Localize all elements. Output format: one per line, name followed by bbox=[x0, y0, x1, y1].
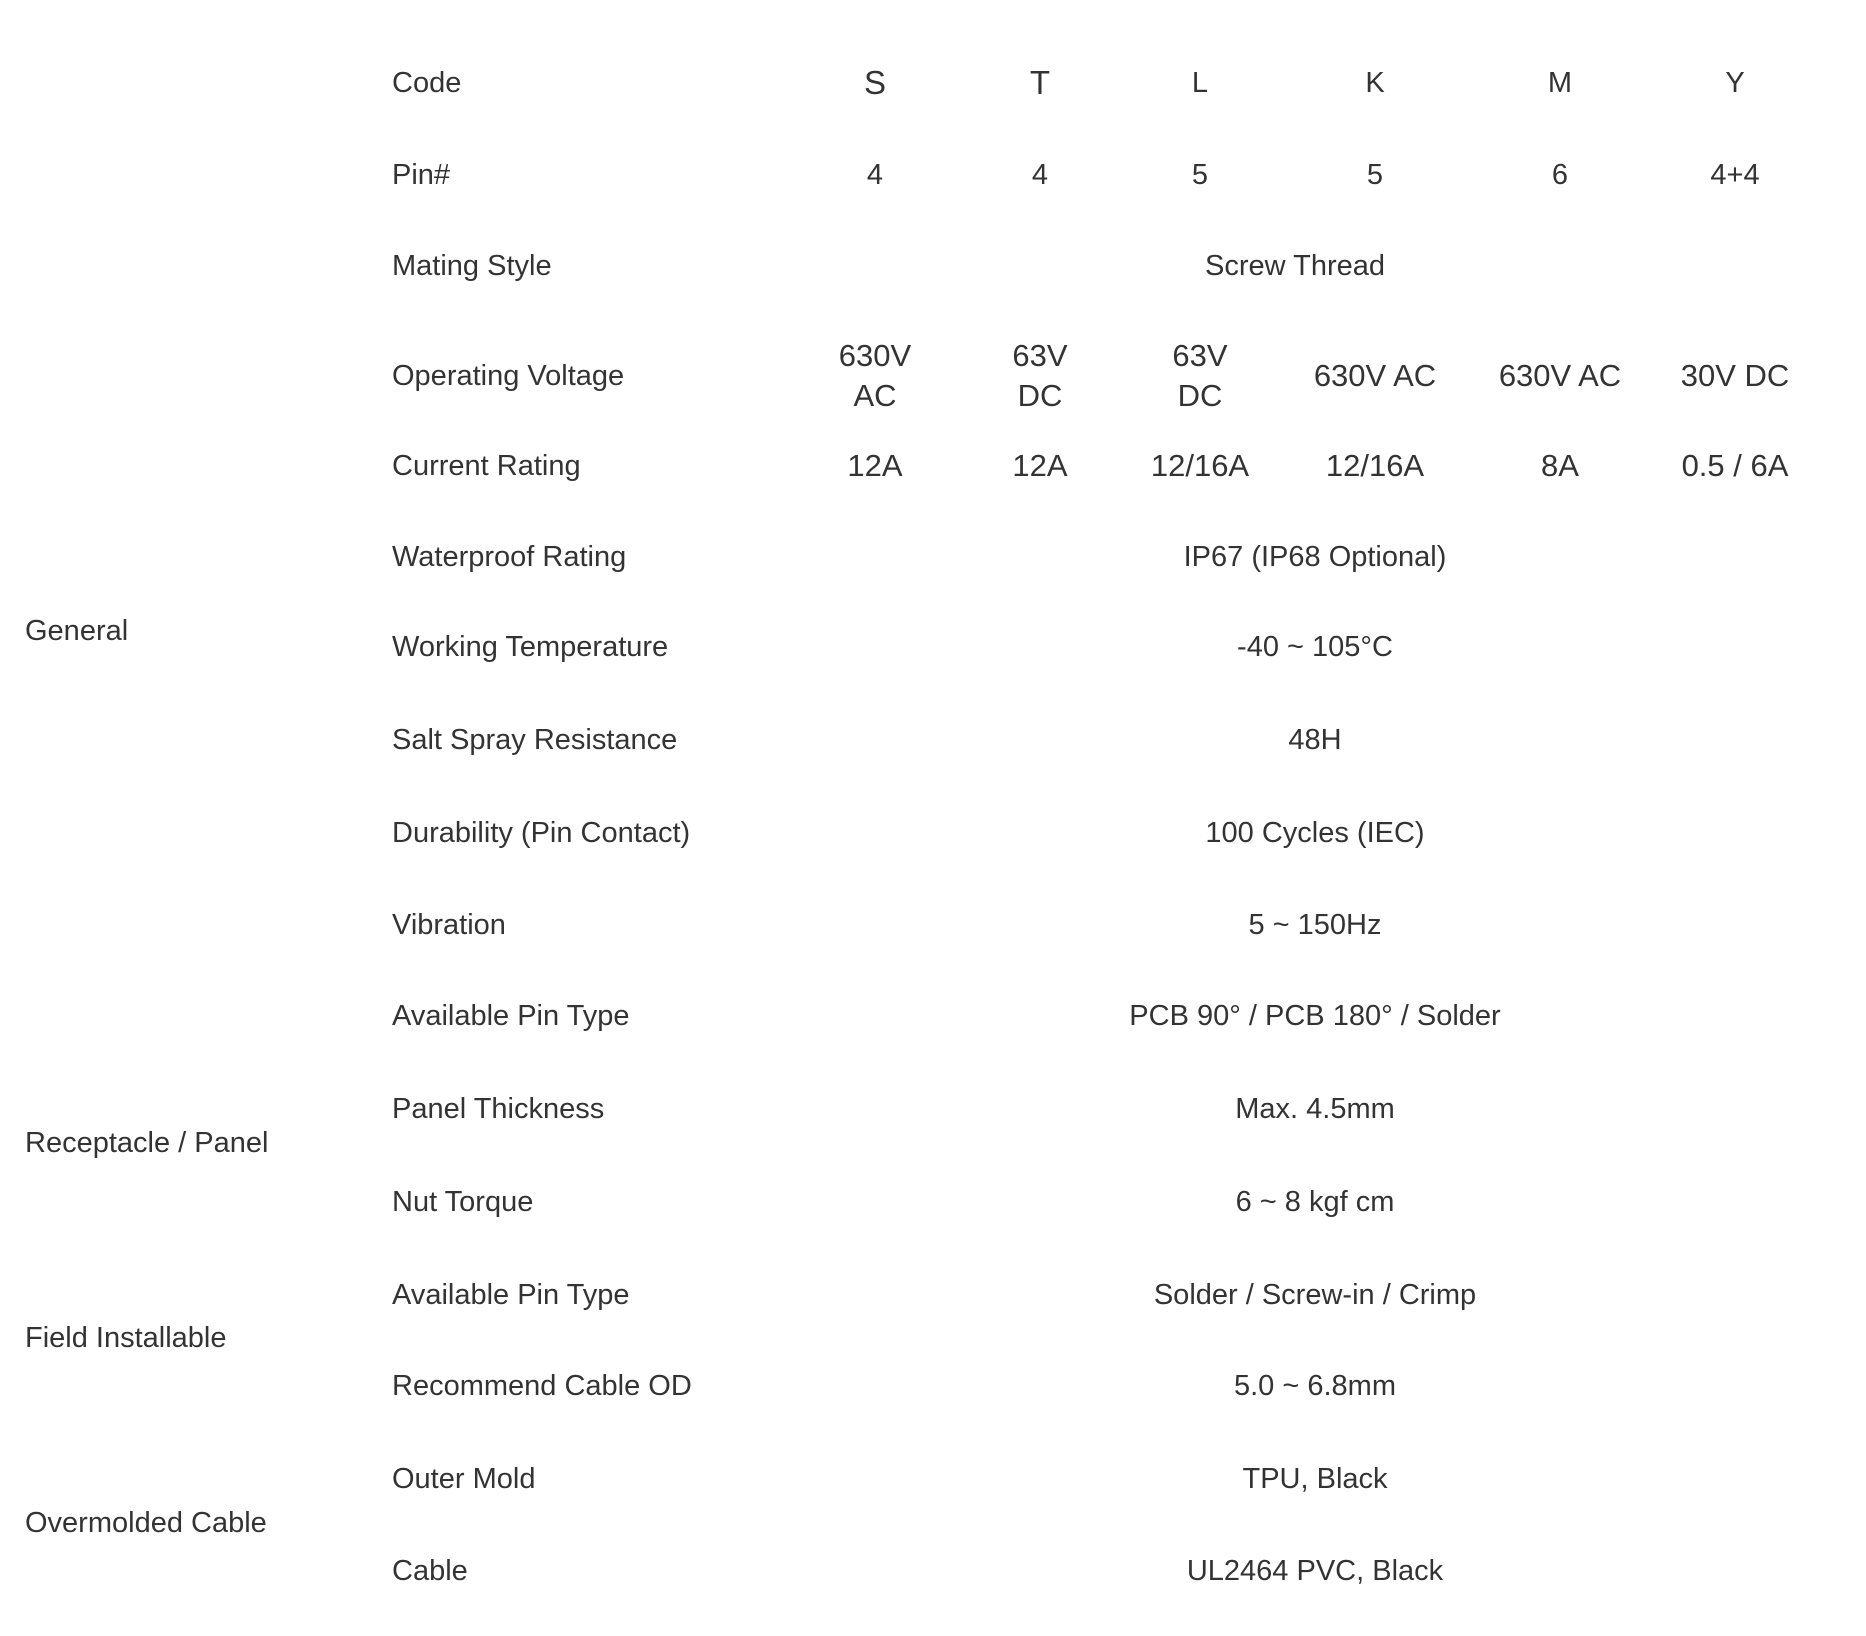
table-row-available-pin-type-field bbox=[0, 1265, 1866, 1325]
table-row-salt-spray-resistance bbox=[0, 710, 1866, 770]
table-row-mating-style bbox=[0, 236, 1866, 296]
current-value: 12/16A bbox=[1150, 448, 1250, 483]
table-row-vibration bbox=[0, 895, 1866, 955]
row-label-cable: Cable bbox=[392, 1555, 468, 1587]
row-label-working-temperature: Working Temperature bbox=[392, 631, 669, 663]
group-label-general: General bbox=[25, 615, 129, 647]
row-label-available-pin-type: Available Pin Type bbox=[392, 1279, 630, 1311]
table-row-code bbox=[0, 53, 1866, 113]
current-value: 12A bbox=[847, 448, 903, 483]
current-value: 12A bbox=[1012, 448, 1068, 483]
voltage-value: 30V DC bbox=[1680, 358, 1790, 393]
code-value: S bbox=[863, 64, 886, 101]
table-row-working-temperature bbox=[0, 617, 1866, 677]
group-label-overmolded-cable: Overmolded Cable bbox=[25, 1507, 267, 1539]
vibration-value: 5 ~ 150Hz bbox=[1248, 909, 1382, 941]
table-row-recommend-cable-od bbox=[0, 1356, 1866, 1416]
table-row-pin bbox=[0, 145, 1866, 205]
current-value: 0.5 / 6A bbox=[1681, 448, 1789, 483]
group-label-field-installable: Field Installable bbox=[25, 1322, 227, 1354]
voltage-value: 63V DC bbox=[1172, 338, 1228, 413]
table-row-waterproof-rating bbox=[0, 527, 1866, 587]
row-label-current-rating: Current Rating bbox=[392, 450, 581, 482]
pin-value: 6 bbox=[1551, 159, 1569, 191]
current-value: 12/16A bbox=[1325, 448, 1425, 483]
panel-thickness-value: Max. 4.5mm bbox=[1235, 1093, 1395, 1125]
cable-value: UL2464 PVC, Black bbox=[1186, 1555, 1444, 1587]
row-label-pin: Pin# bbox=[392, 159, 451, 191]
table-row-panel-thickness bbox=[0, 1079, 1866, 1139]
code-value: T bbox=[1029, 64, 1051, 101]
row-label-recommend-cable-od: Recommend Cable OD bbox=[392, 1370, 692, 1402]
table-row-outer-mold bbox=[0, 1449, 1866, 1509]
voltage-value: 630V AC bbox=[1313, 358, 1437, 393]
group-label-receptacle-panel: Receptacle / Panel bbox=[25, 1127, 269, 1159]
row-label-vibration: Vibration bbox=[392, 909, 506, 941]
row-label-salt-spray-resistance: Salt Spray Resistance bbox=[392, 724, 678, 756]
outer-mold-value: TPU, Black bbox=[1242, 1463, 1388, 1495]
row-label-outer-mold: Outer Mold bbox=[392, 1463, 536, 1495]
nut-torque-value: 6 ~ 8 kgf cm bbox=[1235, 1186, 1395, 1218]
row-label-waterproof-rating: Waterproof Rating bbox=[392, 541, 627, 573]
pin-value: 4+4 bbox=[1710, 159, 1760, 191]
table-row-nut-torque bbox=[0, 1172, 1866, 1232]
waterproof-rating-value: IP67 (IP68 Optional) bbox=[1183, 541, 1447, 573]
working-temperature-value: -40 ~ 105°C bbox=[1237, 631, 1393, 663]
available-pin-type-field-value: Solder / Screw-in / Crimp bbox=[1153, 1279, 1477, 1311]
code-value: Y bbox=[1725, 67, 1745, 99]
table-row-available-pin-type bbox=[0, 986, 1866, 1046]
table-row-cable bbox=[0, 1541, 1866, 1601]
row-label-durability: Durability (Pin Contact) bbox=[392, 817, 691, 849]
current-value: 8A bbox=[1541, 448, 1579, 483]
pin-value: 5 bbox=[1366, 159, 1384, 191]
row-label-operating-voltage: Operating Voltage bbox=[392, 360, 625, 392]
table-row-current-rating bbox=[0, 436, 1866, 496]
row-label-nut-torque: Nut Torque bbox=[392, 1186, 534, 1218]
voltage-value: 630V AC bbox=[1498, 358, 1622, 393]
code-value: K bbox=[1365, 67, 1385, 99]
row-label-panel-thickness: Panel Thickness bbox=[392, 1093, 605, 1125]
pin-value: 4 bbox=[1031, 159, 1049, 191]
table-row-durability bbox=[0, 803, 1866, 863]
available-pin-type-value: PCB 90° / PCB 180° / Solder bbox=[1129, 1000, 1501, 1032]
code-value: M bbox=[1547, 67, 1573, 99]
pin-value: 5 bbox=[1191, 159, 1209, 191]
code-value: L bbox=[1191, 67, 1209, 99]
recommend-cable-od-value: 5.0 ~ 6.8mm bbox=[1234, 1370, 1396, 1402]
table-row-operating-voltage bbox=[0, 326, 1866, 426]
salt-spray-resistance-value: 48H bbox=[1288, 724, 1342, 756]
voltage-value: 63V DC bbox=[1012, 338, 1068, 413]
mating-style-value: Screw Thread bbox=[1205, 250, 1385, 282]
durability-value: 100 Cycles (IEC) bbox=[1205, 817, 1425, 849]
row-label-mating-style: Mating Style bbox=[392, 250, 552, 282]
row-label-code: Code bbox=[392, 67, 462, 99]
voltage-value: 630V AC bbox=[838, 338, 912, 413]
pin-value: 4 bbox=[866, 159, 884, 191]
row-label-available-pin-type: Available Pin Type bbox=[392, 1000, 630, 1032]
